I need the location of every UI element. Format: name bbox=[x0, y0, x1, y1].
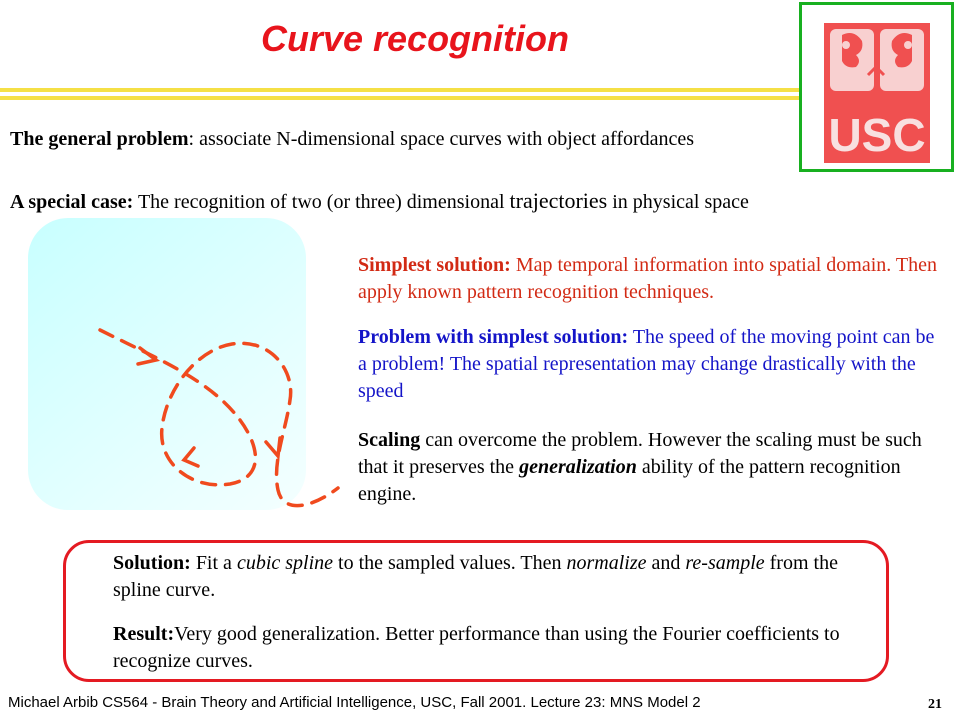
special-case-body-2: in physical space bbox=[607, 191, 749, 213]
general-problem-body: : associate N-dimensional space curves with object affordances bbox=[188, 128, 695, 150]
scaling-label: Scaling bbox=[358, 429, 421, 451]
page-number: 21 bbox=[928, 697, 942, 712]
arrow-head-1 bbox=[138, 348, 156, 364]
arrow-head-2 bbox=[266, 438, 280, 456]
solution-emph-2: normalize bbox=[566, 552, 647, 574]
simplest-solution-text bbox=[358, 252, 943, 306]
scaling-emph: generalization bbox=[519, 456, 637, 478]
usc-logo-text: USC bbox=[828, 109, 926, 161]
scaling-body-2: ability of the pattern recognition engine. bbox=[358, 456, 901, 505]
result-body: Very good generalization. Better performance than using the Fourier coefficients to recognize curves. bbox=[113, 623, 840, 672]
problem-text bbox=[358, 324, 943, 405]
general-problem-label: The general problem bbox=[10, 128, 189, 150]
solution-label: Solution: bbox=[113, 552, 191, 574]
special-case-body-1: The recognition of two (or three) dimensional bbox=[133, 191, 510, 213]
solution-emph-1: cubic spline bbox=[236, 552, 334, 574]
solution-body-1: Fit a bbox=[190, 552, 237, 574]
problem-body: The speed of the moving point can be a problem! The spatial representation may change drastically with the speed bbox=[358, 326, 935, 402]
special-case-emph: trajectories bbox=[509, 188, 608, 213]
arrow-head-3 bbox=[184, 448, 198, 466]
solution-body-3: and bbox=[646, 552, 686, 574]
special-case-label: A special case: bbox=[10, 191, 134, 213]
result-label: Result: bbox=[113, 623, 175, 645]
solution-emph-3: re-sample bbox=[685, 552, 765, 574]
trajectory-curve bbox=[100, 330, 338, 506]
slide-title: Curve recognition bbox=[260, 18, 570, 59]
simplest-solution-label: Simplest solution: bbox=[358, 254, 511, 276]
slide-footer: Michael Arbib CS564 - Brain Theory and Artificial Intelligence, USC, Fall 2001. Lecture 23: MNS Model 2 bbox=[8, 694, 701, 711]
scaling-body-1: can overcome the problem. However the scaling must be such that it preserves the bbox=[358, 429, 922, 478]
solution-body-2: to the sampled values. Then bbox=[333, 552, 567, 574]
solution-text bbox=[113, 550, 853, 604]
scaling-text bbox=[358, 427, 943, 508]
simplest-solution-body: Map temporal information into spatial domain. Then apply known pattern recognition techniques. bbox=[358, 254, 938, 303]
solution-body-4: from the spline curve. bbox=[113, 552, 838, 601]
result-text bbox=[113, 621, 873, 675]
problem-label: Problem with simplest solution: bbox=[358, 326, 629, 348]
